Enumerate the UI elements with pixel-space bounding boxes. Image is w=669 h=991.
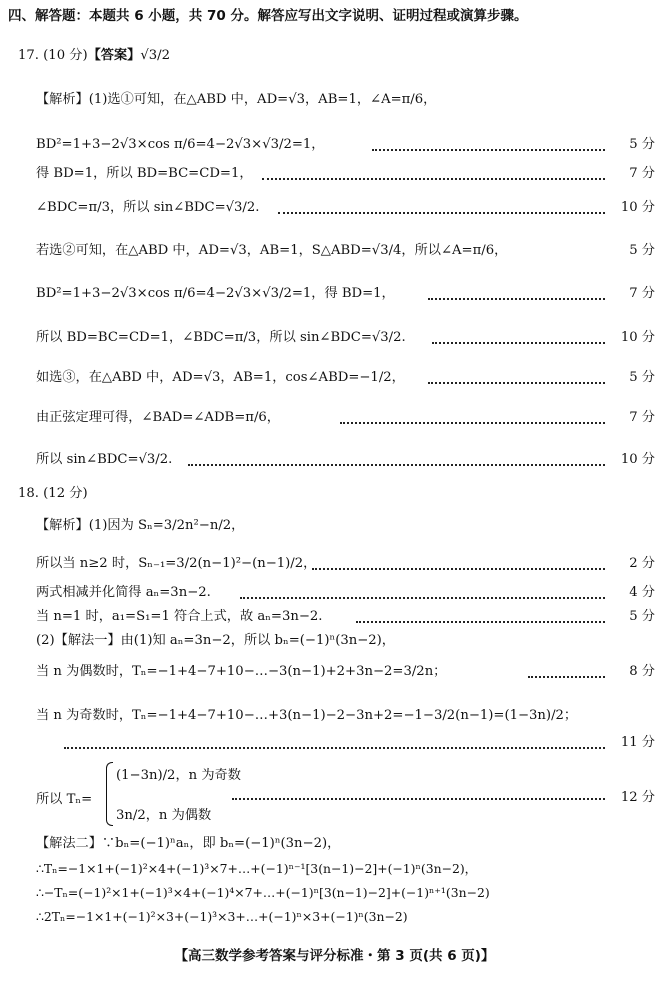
piecewise-case-even: 3n/2，n 为偶数 [116, 808, 212, 823]
q17-line-4-text: ∠BDC=π/3，所以 sin∠BDC=√3/2. [36, 200, 260, 215]
q18-line-1-text: 【解析】(1)因为 Sₙ=3/2n²−n/2， [36, 518, 245, 533]
q17-line-2-text: BD²=1+3−2√3×cos π/6=4−2√3×√3/2=1， [36, 137, 325, 152]
leader-dots [312, 568, 605, 570]
q18-line-5-text: (2)【解法一】由(1)知 aₙ=3n−2，所以 bₙ=(−1)ⁿ(3n−2)， [36, 633, 395, 648]
leader-dots [188, 464, 605, 466]
q18-line-3-points: 4 分 [629, 585, 655, 600]
leader-dots [372, 149, 605, 151]
q18-title-text: 18. (12 分) [18, 486, 88, 501]
q17-line-6-text: BD²=1+3−2√3×cos π/6=4−2√3×√3/2=1，得 BD=1， [36, 286, 395, 301]
piecewise-brace [106, 762, 113, 826]
q18-line-11-text: ∴Tₙ=−1×1+(−1)²×4+(−1)³×7+…+(−1)ⁿ⁻¹[3(n−1)−2]+(−1)ⁿ(3n−2)， [36, 861, 478, 876]
q17-line-3-text: 得 BD=1，所以 BD=BC=CD=1， [36, 166, 253, 181]
q17-line-10-points: 10 分 [620, 452, 655, 467]
q18-line-2-text: 所以当 n≥2 时，Sₙ₋₁=3/2(n−1)²−(n−1)/2， [36, 556, 317, 571]
page-footer: 【高三数学参考答案与评分标准・第 3 页(共 6 页)】 [174, 948, 495, 964]
q17-title-text: 17. (10 分)【答案】√3/2 [18, 48, 171, 63]
q18-line-8-points: 11 分 [620, 735, 655, 750]
q17-line-5-points: 5 分 [629, 243, 655, 258]
q17-line-7-text: 所以 BD=BC=CD=1，∠BDC=π/3，所以 sin∠BDC=√3/2. [36, 330, 406, 345]
q18-line-2-points: 2 分 [629, 556, 655, 571]
q17-line-4-points: 10 分 [620, 200, 655, 215]
q18-line-13-text: ∴2Tₙ=−1×1+(−1)²×3+(−1)³×3+…+(−1)ⁿ×3+(−1)ⁿ(3n−2) [36, 909, 408, 924]
section-header-text: 四、解答题：本题共 6 小题，共 70 分。解答应写出文字说明、证明过程或演算步骤。 [8, 8, 528, 24]
leader-dots [356, 621, 605, 623]
q18-line-6-points: 8 分 [629, 664, 655, 679]
leader-dots [428, 298, 605, 300]
q17-line-3-points: 7 分 [629, 166, 655, 181]
leader-dots [432, 342, 605, 344]
leader-dots [340, 422, 605, 424]
leader-dots [428, 382, 605, 384]
q17-line-1-text: 【解析】(1)选①可知，在△ABD 中，AD=√3，AB=1，∠A=π/6， [36, 92, 437, 107]
leader-dots [262, 178, 605, 180]
q18-line-10-text: 【解法二】∵bₙ=(−1)ⁿaₙ，即 bₙ=(−1)ⁿ(3n−2)， [36, 836, 341, 851]
leader-dots [240, 597, 605, 599]
piecewise-block [0, 758, 669, 828]
piecewise-case-odd: (1−3n)/2，n 为奇数 [116, 768, 241, 783]
q18-line-4-text: 当 n=1 时，a₁=S₁=1 符合上式，故 aₙ=3n−2. [36, 609, 323, 624]
q17-line-9-points: 7 分 [629, 410, 655, 425]
q18-line-9-points: 12 分 [620, 790, 655, 805]
leader-dots [232, 798, 605, 800]
q17-line-10-text: 所以 sin∠BDC=√3/2. [36, 452, 173, 467]
q17-line-8-points: 5 分 [629, 370, 655, 385]
piecewise-label: 所以 Tₙ= [36, 792, 93, 807]
q17-line-9-text: 由正弦定理可得，∠BAD=∠ADB=π/6， [36, 410, 280, 425]
q17-line-5-text: 若选②可知，在△ABD 中，AD=√3，AB=1，S△ABD=√3/4，所以∠A=π/6， [36, 243, 508, 258]
q17-line-8-text: 如选③，在△ABD 中，AD=√3，AB=1，cos∠ABD=−1/2， [36, 370, 405, 385]
q17-line-6-points: 7 分 [629, 286, 655, 301]
q17-line-7-points: 10 分 [620, 330, 655, 345]
q18-line-3-text: 两式相减并化简得 aₙ=3n−2. [36, 585, 211, 600]
q17-line-2-points: 5 分 [629, 137, 655, 152]
q18-line-7-text: 当 n 为奇数时，Tₙ=−1+4−7+10−…+3(n−1)−2−3n+2=−1−3/2(n−1)=(1−3n)/2； [36, 708, 578, 723]
q18-line-12-text: ∴−Tₙ=(−1)²×1+(−1)³×4+(−1)⁴×7+…+(−1)ⁿ[3(n−1)−2]+(−1)ⁿ⁺¹(3n−2) [36, 885, 490, 900]
leader-dots [64, 747, 605, 749]
leader-dots [528, 676, 605, 678]
q18-line-4-points: 5 分 [629, 609, 655, 624]
leader-dots [278, 212, 605, 214]
q18-line-6-text: 当 n 为偶数时，Tₙ=−1+4−7+10−…−3(n−1)+2+3n−2=3/2n； [36, 664, 447, 679]
